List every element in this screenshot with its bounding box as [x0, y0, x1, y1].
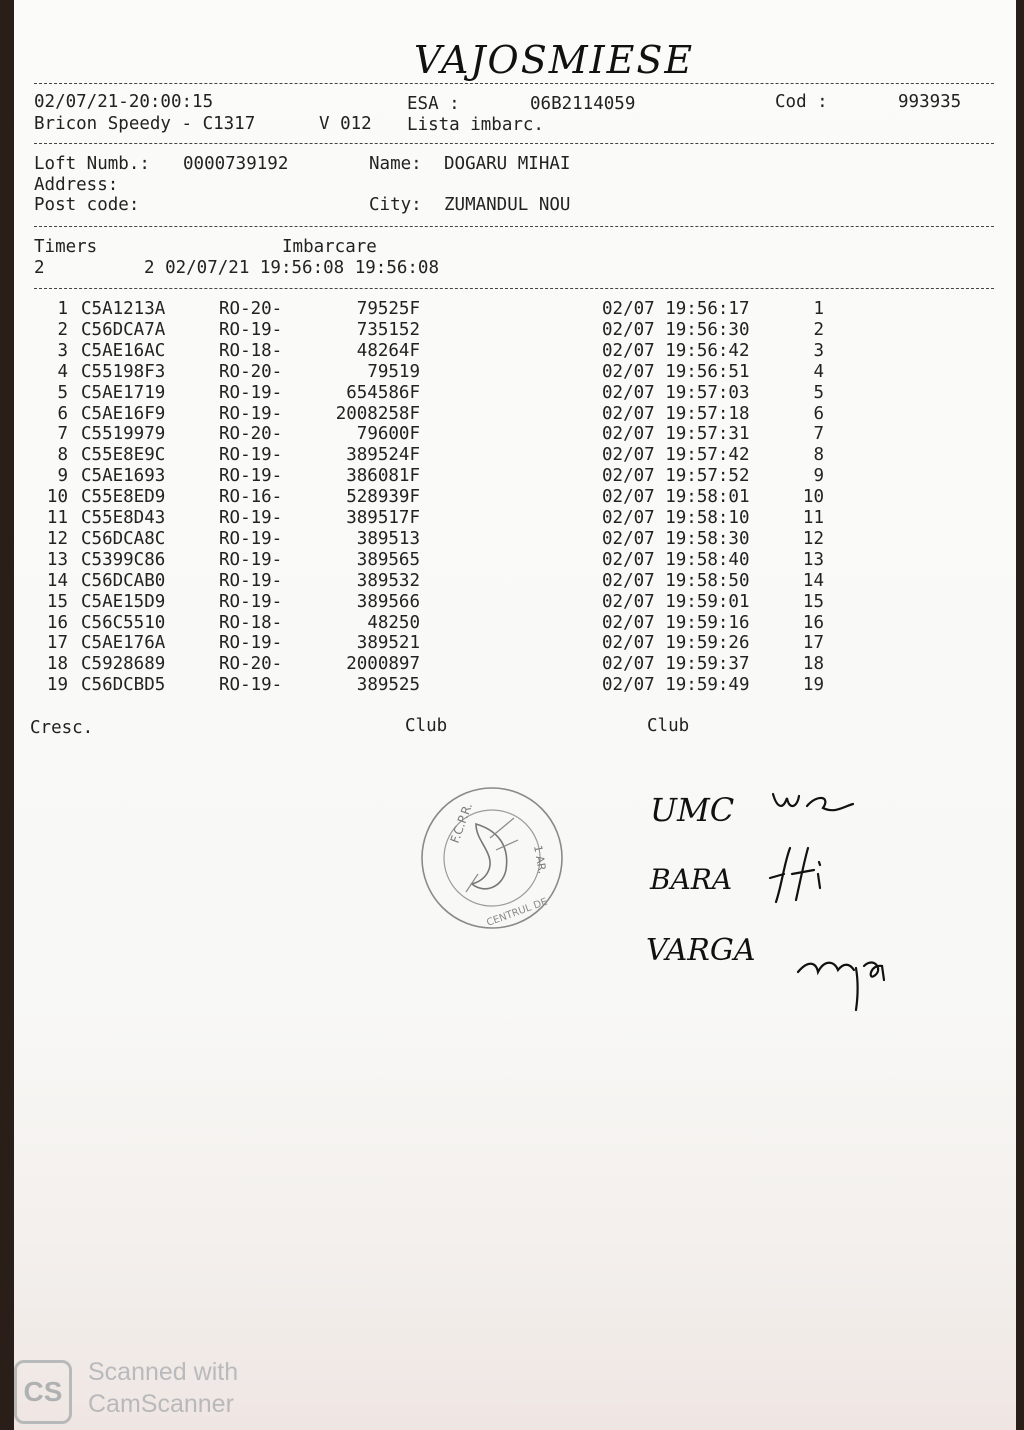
- city-label: City:: [369, 195, 422, 215]
- table-row: [14, 383, 1014, 404]
- signature-mark-1: [769, 784, 859, 824]
- ring-code: RO-19-: [219, 591, 283, 612]
- ring-id: C5A1213A: [81, 299, 166, 319]
- rank: 18: [802, 654, 824, 675]
- ring-number: 654586F: [346, 382, 420, 403]
- arrival-time: 02/07 19:58:01: [602, 487, 750, 508]
- print-datetime: 02/07/21-20:00:15: [34, 92, 214, 112]
- ring-number: 735152: [356, 319, 420, 340]
- arrival-time: 02/07 19:58:10: [602, 508, 750, 528]
- timers-count: 2: [34, 258, 45, 278]
- postcode-label: Post code:: [34, 195, 140, 215]
- ring-id: C55E8E9C: [81, 445, 166, 466]
- divider: [34, 83, 994, 84]
- arrival-time: 02/07 19:58:30: [602, 528, 750, 549]
- ring-code: RO-19-: [219, 445, 283, 466]
- table-row: [14, 424, 1014, 445]
- row-number: 5: [57, 382, 68, 403]
- ring-code: RO-19-: [219, 675, 283, 696]
- watermark-line-2: CamScanner: [88, 1390, 234, 1418]
- ring-number: 389565: [356, 549, 420, 570]
- rank: 10: [802, 487, 824, 508]
- ring-id: C5928689: [81, 654, 166, 675]
- row-number: 12: [46, 528, 68, 549]
- arrival-time: 02/07 19:58:40: [602, 549, 750, 570]
- rank: 5: [813, 382, 824, 403]
- row-number: 8: [57, 445, 68, 466]
- row-number: 11: [46, 508, 68, 528]
- table-row: [14, 445, 1014, 466]
- ring-code: RO-19-: [219, 508, 283, 528]
- device-name: Bricon Speedy - C1317: [34, 114, 256, 134]
- rank: 13: [802, 549, 824, 570]
- arrival-time: 02/07 19:59:37: [602, 654, 750, 675]
- loft-number-label: Loft Numb.:: [34, 154, 150, 174]
- row-number: 13: [46, 549, 68, 570]
- row-number: 16: [46, 612, 68, 633]
- camscanner-logo-text: CS: [23, 1376, 63, 1407]
- list-title: Lista imbarc.: [407, 115, 544, 135]
- divider: [34, 143, 994, 144]
- rank: 14: [802, 570, 824, 591]
- watermark-line-1: Scanned with: [88, 1358, 239, 1386]
- ring-code: RO-19-: [219, 403, 283, 424]
- ring-number: 79519: [367, 361, 420, 382]
- stamp-text-top: F.C.P.R.: [447, 800, 476, 846]
- ring-number: 389525: [356, 675, 420, 696]
- row-number: 3: [57, 340, 68, 361]
- rank: 16: [802, 612, 824, 633]
- arrival-time: 02/07 19:59:49: [602, 675, 750, 696]
- rank: 8: [813, 445, 824, 466]
- scanner-watermark: [14, 1356, 284, 1426]
- table-row: [14, 550, 1014, 571]
- table-row: [14, 487, 1014, 508]
- table-row: [14, 592, 1014, 613]
- row-number: 7: [57, 424, 68, 445]
- rank: 12: [802, 528, 824, 549]
- arrival-time: 02/07 19:57:03: [602, 382, 750, 403]
- timers-label: Timers: [34, 237, 98, 257]
- row-number: 19: [46, 675, 68, 696]
- ring-id: C5AE16F9: [81, 403, 166, 424]
- arrival-time: 02/07 19:57:42: [602, 445, 750, 466]
- ring-code: RO-20-: [219, 654, 283, 675]
- ring-number: 2000897: [346, 654, 420, 675]
- name-value: DOGARU MIHAI: [444, 154, 571, 174]
- table-row: [14, 529, 1014, 550]
- arrival-time: 02/07 19:57:52: [602, 466, 750, 487]
- row-number: 4: [57, 361, 68, 382]
- arrival-time: 02/07 19:59:16: [602, 612, 750, 633]
- row-number: 1: [57, 299, 68, 319]
- signature-name-1: UMC: [650, 791, 735, 829]
- ring-code: RO-19-: [219, 528, 283, 549]
- rank: 2: [813, 319, 824, 340]
- esa-value: 06B2114059: [530, 94, 636, 114]
- ring-id: C5399C86: [81, 549, 166, 570]
- ring-code: RO-19-: [219, 570, 283, 591]
- ring-id: C5AE1693: [81, 466, 166, 487]
- ring-id: C55198F3: [81, 361, 166, 382]
- row-number: 9: [57, 466, 68, 487]
- ring-number: 389524F: [346, 445, 420, 466]
- rank: 19: [802, 675, 824, 696]
- club-label-2: Club: [647, 716, 690, 736]
- ring-code: RO-20-: [219, 361, 283, 382]
- table-row: [14, 633, 1014, 654]
- ring-code: RO-19-: [219, 382, 283, 403]
- ring-number: 48250: [367, 612, 420, 633]
- table-row: [14, 466, 1014, 487]
- ring-number: 389513: [356, 528, 420, 549]
- ring-code: RO-19-: [219, 633, 283, 654]
- rank: 7: [813, 424, 824, 445]
- ring-id: C56DCA7A: [81, 319, 166, 340]
- table-row: [14, 654, 1014, 675]
- table-row: [14, 571, 1014, 592]
- club-label-1: Club: [405, 716, 448, 736]
- row-number: 2: [57, 319, 68, 340]
- rank: 9: [813, 466, 824, 487]
- table-row: [14, 613, 1014, 634]
- loft-number-value: 0000739192: [183, 154, 289, 174]
- document-page: [14, 0, 1016, 1430]
- ring-code: RO-18-: [219, 612, 283, 633]
- row-number: 6: [57, 403, 68, 424]
- row-number: 15: [46, 591, 68, 612]
- ring-id: C5AE1719: [81, 382, 166, 403]
- arrival-time: 02/07 19:59:26: [602, 633, 750, 654]
- rank: 1: [813, 299, 824, 319]
- arrival-time: 02/07 19:56:17: [602, 299, 750, 319]
- table-row: [14, 341, 1014, 362]
- rank: 15: [802, 591, 824, 612]
- ring-id: C55E8ED9: [81, 487, 166, 508]
- ring-number: 528939F: [346, 487, 420, 508]
- ring-id: C56DCA8C: [81, 528, 166, 549]
- ring-number: 2008258F: [335, 403, 420, 424]
- ring-id: C56DCBD5: [81, 675, 166, 696]
- signature-mark-3: [794, 940, 894, 1016]
- address-label: Address:: [34, 175, 119, 195]
- cod-value: 993935: [898, 92, 962, 112]
- divider: [34, 288, 994, 289]
- signature-mark-2: [766, 844, 826, 906]
- ring-id: C56DCAB0: [81, 570, 166, 591]
- cresc-label: Cresc.: [30, 718, 94, 738]
- ring-id: C5519979: [81, 424, 166, 445]
- arrival-time: 02/07 19:58:50: [602, 570, 750, 591]
- city-value: ZUMANDUL NOU: [444, 195, 571, 215]
- signature-name-2: BARA: [650, 863, 733, 896]
- ring-number: 48264F: [356, 340, 420, 361]
- club-stamp: [418, 784, 566, 932]
- signature-name-3: VARGA: [646, 933, 756, 968]
- arrival-time: 02/07 19:57:18: [602, 403, 750, 424]
- ring-code: RO-20-: [219, 424, 283, 445]
- row-number: 17: [46, 633, 68, 654]
- imbarcare-label: Imbarcare: [282, 237, 377, 257]
- ring-code: RO-19-: [219, 466, 283, 487]
- rank: 4: [813, 361, 824, 382]
- table-row: [14, 320, 1014, 341]
- rank: 11: [802, 508, 824, 528]
- arrival-time: 02/07 19:57:31: [602, 424, 750, 445]
- divider: [34, 226, 994, 227]
- table-row: [14, 404, 1014, 425]
- arrival-time: 02/07 19:56:51: [602, 361, 750, 382]
- ring-number: 389532: [356, 570, 420, 591]
- ring-number: 389517F: [346, 508, 420, 528]
- ring-code: RO-19-: [219, 549, 283, 570]
- rank: 3: [813, 340, 824, 361]
- device-version: V 012: [319, 114, 372, 134]
- ring-id: C55E8D43: [81, 508, 166, 528]
- ring-id: C5AE15D9: [81, 591, 166, 612]
- row-number: 10: [46, 487, 68, 508]
- table-row: [14, 362, 1014, 383]
- ring-number: 79525F: [356, 299, 420, 319]
- arrival-time: 02/07 19:56:30: [602, 319, 750, 340]
- name-label: Name:: [369, 154, 422, 174]
- esa-label: ESA :: [407, 94, 460, 114]
- row-number: 14: [46, 570, 68, 591]
- row-number: 18: [46, 654, 68, 675]
- imbarcare-line: 2 02/07/21 19:56:08 19:56:08: [144, 258, 440, 278]
- ring-code: RO-16-: [219, 487, 283, 508]
- arrival-time: 02/07 19:59:01: [602, 591, 750, 612]
- ring-id: C5AE16AC: [81, 340, 166, 361]
- stamp-text-right: 1 AR.: [531, 844, 549, 875]
- rank: 6: [813, 403, 824, 424]
- table-row: [14, 508, 1014, 529]
- ring-number: 389566: [356, 591, 420, 612]
- ring-number: 79600F: [356, 424, 420, 445]
- handwritten-title: VAJOSMIESE: [414, 38, 695, 82]
- ring-code: RO-18-: [219, 340, 283, 361]
- ring-number: 386081F: [346, 466, 420, 487]
- ring-id: C5AE176A: [81, 633, 166, 654]
- ring-code: RO-19-: [219, 319, 283, 340]
- stamp-text-ring: CENTRUL DE: [485, 896, 550, 929]
- ring-id: C56C5510: [81, 612, 166, 633]
- camscanner-logo-icon: [14, 1360, 72, 1424]
- rank: 17: [802, 633, 824, 654]
- arrival-time: 02/07 19:56:42: [602, 340, 750, 361]
- ring-number: 389521: [356, 633, 420, 654]
- table-row: [14, 675, 1014, 696]
- table-row: [14, 299, 1014, 320]
- cod-label: Cod :: [775, 92, 828, 112]
- ring-code: RO-20-: [219, 299, 283, 319]
